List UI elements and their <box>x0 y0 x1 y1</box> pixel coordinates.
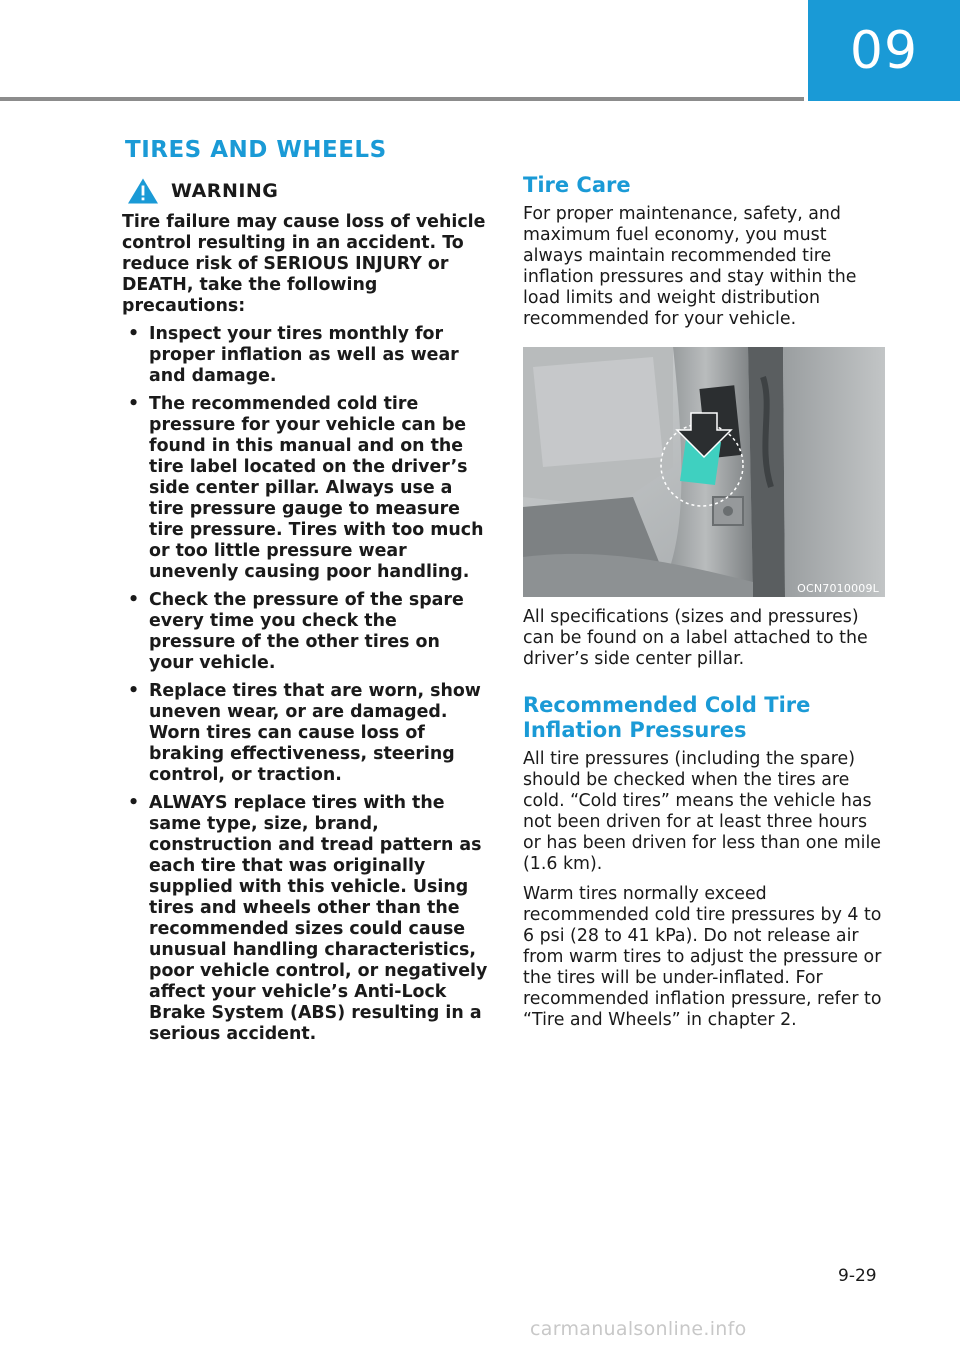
watermark: carmanualsonline.info <box>530 1318 747 1340</box>
warning-triangle-icon <box>127 177 159 205</box>
warning-intro: Tire failure may cause loss of vehicle control resulting in an accident. To reduce risk of SERIOUS INJURY or DEATH, take the following precautions: <box>122 212 486 316</box>
warning-item <box>122 681 488 786</box>
chapter-tab <box>808 0 960 101</box>
page-number: 9-29 <box>838 1266 877 1286</box>
bullet: • <box>128 324 140 344</box>
figure-description: All specifications (sizes and pressures) can be found on a label attached to the driver’s side center pillar. <box>523 607 868 669</box>
warning-item <box>122 394 488 583</box>
pillar-illustration <box>523 347 885 597</box>
warning-item-text: ALWAYS replace tires with the same type, size, brand, construction and tread pattern as each tire that was originally supplied with this vehicle. Using tires and wheels other than the recommended sizes could cause unusual handling characteristics, poor vehicle control, or negatively affect your vehicle’s Anti-Lock Brake System (ABS) resulting in a serious accident. <box>149 793 488 1044</box>
tire-care-heading: Tire Care <box>523 173 631 197</box>
warning-item <box>122 793 488 1045</box>
warning-header <box>127 176 488 206</box>
warning-label: WARNING <box>171 180 279 202</box>
warning-item-text: Inspect your tires monthly for proper inflation as well as wear and damage. <box>149 324 459 386</box>
warning-item-text: Check the pressure of the spare every time you check the pressure of the other tires on your vehicle. <box>149 590 464 673</box>
bullet: • <box>128 394 140 414</box>
warning-item-text: Replace tires that are worn, show uneven wear, or are damaged. Worn tires can cause loss of braking effectiveness, steering control, or traction. <box>149 681 481 785</box>
bullet: • <box>128 681 140 701</box>
warning-item <box>122 324 488 387</box>
warning-item-text: The recommended cold tire pressure for your vehicle can be found in this manual and on the tire label located on the driver’s side center pillar. Always use a tire pressure gauge to measure tire pressure. Tires with too much or too little pressure wear unevenly causing poor handling. <box>149 394 484 582</box>
tire-care-text: For proper maintenance, safety, and maximum fuel economy, you must always maintain recommended tire inflation pressures and stay within the load limits and weight distribution recommended for your vehicle. <box>523 204 857 329</box>
left-column <box>122 176 488 1045</box>
section-title: TIRES AND WHEELS <box>125 137 387 163</box>
figure-caption: OCN7010009L <box>797 582 879 595</box>
warning-item <box>122 590 488 674</box>
pillar-label-figure <box>523 347 885 597</box>
bullet: • <box>128 793 140 813</box>
cold-pressure-heading: Recommended Cold Tire Inflation Pressures <box>523 693 811 742</box>
warning-list <box>122 324 488 1045</box>
cold-pressure-paragraph: Warm tires normally exceed recommended cold tire pressures by 4 to 6 psi (28 to 41 kPa). Do not release air from warm tires to adjust the pressure or the tires will be under-inflated. For recommended inflation pressure, refer to “Tire and Wheels” in chapter 2. <box>523 884 882 1030</box>
right-column <box>523 173 889 1031</box>
cold-pressure-paragraph: All tire pressures (including the spare) should be checked when the tires are cold. “Cold tires” means the vehicle has not been driven for at least three hours or has been driven for less than one mile (1.6 km). <box>523 749 881 874</box>
bullet: • <box>128 590 140 610</box>
header-rule <box>0 97 804 101</box>
chapter-number: 09 <box>849 20 919 81</box>
